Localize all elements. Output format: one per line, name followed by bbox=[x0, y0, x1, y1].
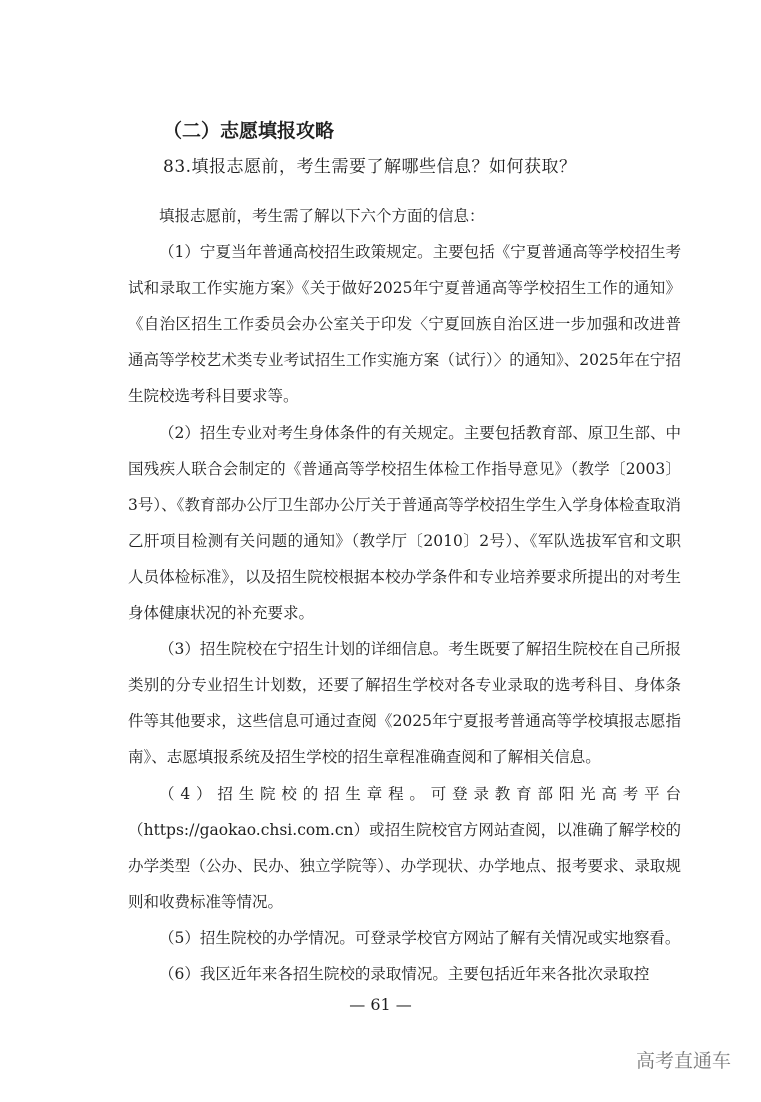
paragraph-item-4: （4）招生院校的招生章程。可登录教育部阳光高考平台（https://gaokao.chsi.com.cn）或招生院校官方网站查阅，以准确了解学校的办学类型（公办、民办、独立学院等）、办学现状、办学地点、报考要求、录取规则和收费标准等情况。 bbox=[128, 784, 681, 911]
paragraph-intro: 填报志愿前，考生需了解以下六个方面的信息： bbox=[159, 207, 485, 225]
section-title: （二）志愿填报攻略 bbox=[163, 120, 335, 142]
paragraph-item-1: （1）宁夏当年普通高校招生政策规定。主要包括《宁夏普通高等学校招生考试和录取工作实施方案》《关于做好2025年宁夏普通高等学校招生工作的通知》《自治区招生工作委员会办公室关于印发〈宁夏回族自治区进一步加强和改进普通高等学校艺术类专业考试招生工作实施方案（试行）〉的通知》、2025年在宁招生院校选考科目要求等。 bbox=[128, 243, 681, 406]
watermark: 高考直通车 bbox=[635, 1050, 731, 1072]
paragraph-item-3: （3）招生院校在宁招生计划的详细信息。考生既要了解招生院校在自己所报类别的分专业招生计划数，还要了解招生学校对各专业录取的选考科目、身体条件等其他要求，这些信息可通过查阅《2025年宁夏报考普通高等学校填报志愿指南》、志愿填报系统及招生学校的招生章程准确查阅和了解相关信息。 bbox=[128, 640, 681, 767]
page-number: — 61 — bbox=[349, 995, 412, 1014]
paragraph-item-2: （2）招生专业对考生身体条件的有关规定。主要包括教育部、原卫生部、中国残疾人联合会制定的《普通高等学校招生体检工作指导意见》（教学〔2003〕3号）、《教育部办公厅卫生部办公厅关于普通高等学校招生学生入学身体检查取消乙肝项目检测有关问题的通知》（教学厅〔2010〕2号）、《军队选拔军官和文职人员体检标准》，以及招生院校根据本校办学条件和专业培养要求所提出的对考生身体健康状况的补充要求。 bbox=[128, 423, 681, 623]
paragraph-item-5: （5）招生院校的办学情况。可登录学校官方网站了解有关情况或实地察看。 bbox=[159, 928, 681, 947]
body-text bbox=[128, 198, 681, 992]
question-heading: 83.填报志愿前，考生需要了解哪些信息？如何获取？ bbox=[163, 157, 577, 177]
paragraph-item-6: （6）我区近年来各招生院校的录取情况。主要包括近年来各批次录取控 bbox=[159, 964, 650, 983]
